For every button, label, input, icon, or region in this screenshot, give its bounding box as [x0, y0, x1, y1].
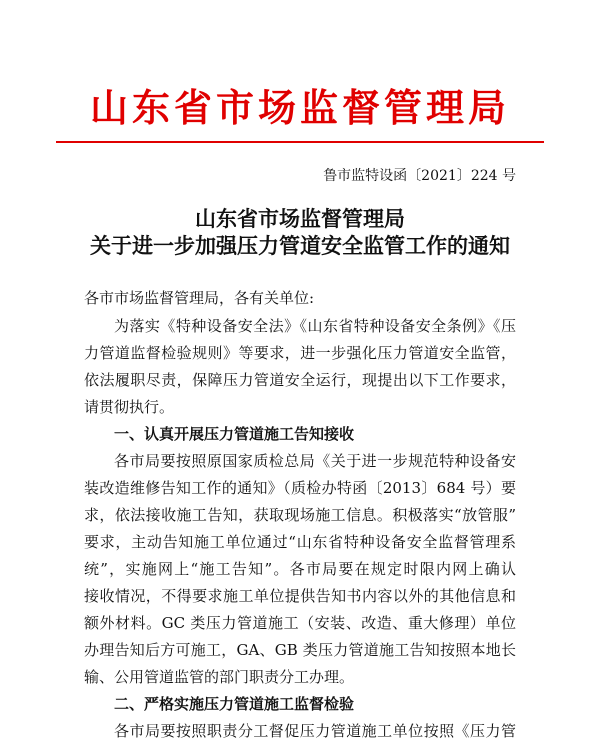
- paragraph-line: 要求，主动告知施工单位通过“山东省特种设备安全监督管理系: [84, 533, 516, 551]
- paragraph-line: 装改造维修告知工作的通知》（质检办特函〔2013〕684 号）要: [84, 479, 516, 497]
- paragraph-line: 统”，实施网上“施工告知”。各市局要在规定时限内网上确认: [84, 560, 516, 578]
- paragraph-line: 额外材料。GC 类压力管道施工（安装、改造、重大修理）单位: [84, 614, 516, 632]
- paragraph-line: 输、公用管道监管的部门职责分工办理。: [84, 668, 355, 686]
- paragraph-line: 办理告知后方可施工，GA、GB 类压力管道施工告知按照本地长: [84, 641, 516, 659]
- paragraph-line: 为落实《特种设备安全法》《山东省特种设备安全条例》《压: [114, 317, 516, 335]
- paragraph-line: 接收情况，不得要求施工单位提供告知书内容以外的其他信息和: [84, 587, 516, 605]
- paragraph-line: 求，依法接收施工告知，获取现场施工信息。积极落实“放管服”: [84, 506, 516, 524]
- section-heading-2: 二、严格实施压力管道施工监督检验: [114, 695, 355, 713]
- notice-title-line-2: 关于进一步加强压力管道安全监管工作的通知: [90, 233, 510, 258]
- salutation: 各市市场监督管理局，各有关单位:: [84, 289, 315, 307]
- paragraph-line: 各市局要按照职责分工督促压力管道施工单位按照《压力管: [114, 722, 516, 740]
- section-heading-1: 一、认真开展压力管道施工告知接收: [114, 425, 355, 443]
- notice-title-line-1: 山东省市场监督管理局: [195, 206, 405, 231]
- document-number: 鲁市监特设函〔2021〕224 号: [323, 168, 516, 184]
- paragraph-line: 力管道监督检验规则》等要求，进一步强化压力管道安全监管，: [84, 344, 516, 362]
- paragraph-line: 请贯彻执行。: [84, 398, 175, 416]
- paragraph-line: 各市局要按照原国家质检总局《关于进一步规范特种设备安: [114, 452, 516, 470]
- red-header-rule: [56, 141, 544, 143]
- paragraph-line: 依法履职尽责，保障压力管道安全运行，现提出以下工作要求，: [84, 371, 516, 389]
- issuing-authority-header: 山东省市场监督管理局: [89, 85, 510, 130]
